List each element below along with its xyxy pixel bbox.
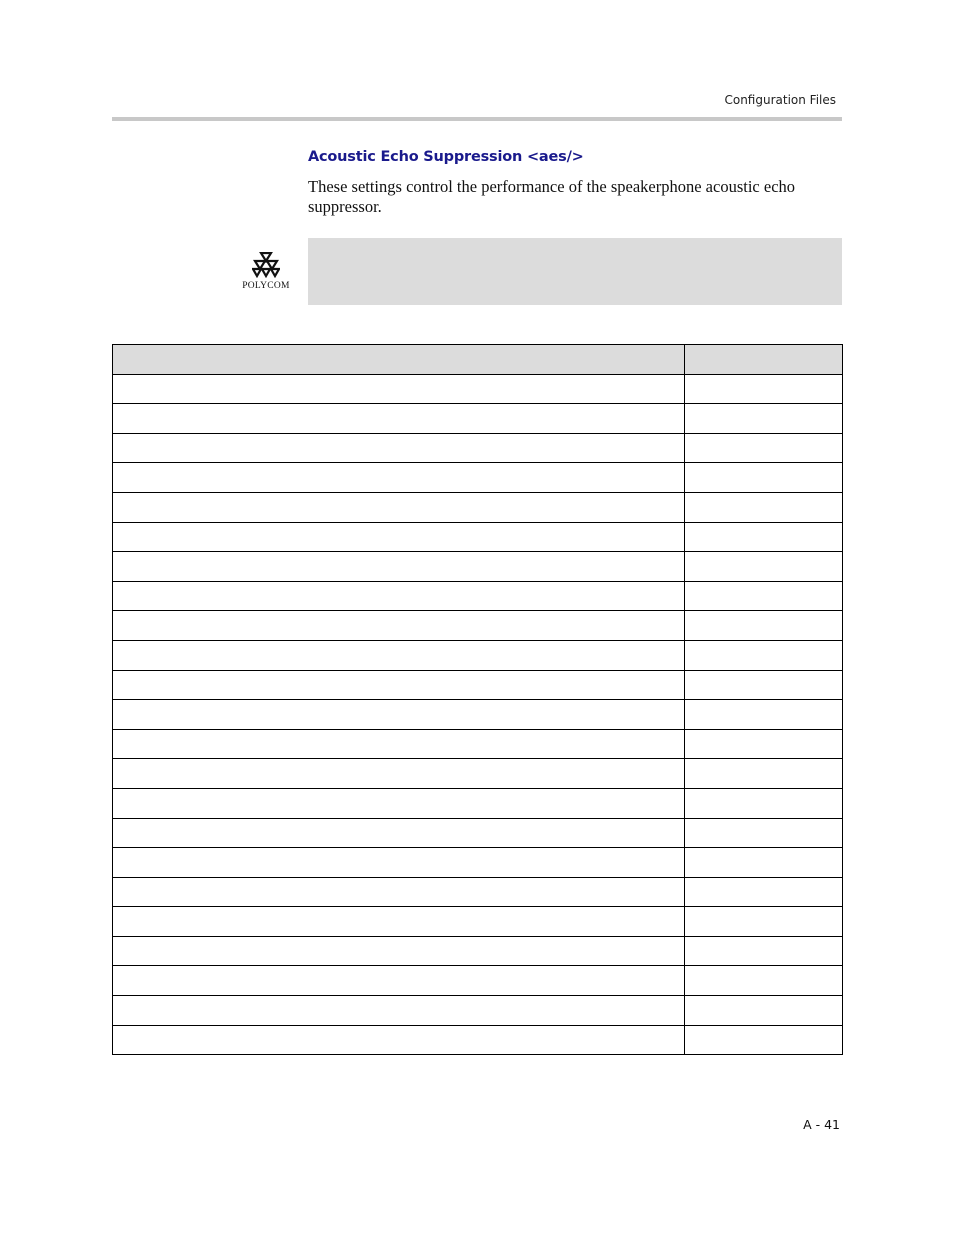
table-cell-attribute xyxy=(113,759,685,789)
table-header-cell-default xyxy=(685,345,843,375)
table-cell-attribute xyxy=(113,936,685,966)
table-cell-default xyxy=(685,1025,843,1055)
table-cell-attribute xyxy=(113,907,685,937)
table-cell-attribute xyxy=(113,463,685,493)
polycom-logo xyxy=(232,252,300,294)
table-row xyxy=(113,700,843,730)
table-row xyxy=(113,433,843,463)
table-row xyxy=(113,552,843,582)
table-cell-attribute xyxy=(113,374,685,404)
table-cell-default xyxy=(685,759,843,789)
logo-wordmark: POLYCOM xyxy=(242,281,290,291)
table-cell-default xyxy=(685,552,843,582)
table-row xyxy=(113,522,843,552)
table-cell-attribute xyxy=(113,877,685,907)
table-cell-default xyxy=(685,996,843,1026)
table-cell-attribute xyxy=(113,848,685,878)
table-cell-attribute xyxy=(113,522,685,552)
table-cell-default xyxy=(685,640,843,670)
table-row xyxy=(113,818,843,848)
table-cell-attribute xyxy=(113,404,685,434)
table-cell-default xyxy=(685,463,843,493)
table-cell-default xyxy=(685,936,843,966)
table-cell-default xyxy=(685,670,843,700)
table-cell-attribute xyxy=(113,966,685,996)
table-row xyxy=(113,640,843,670)
table-row xyxy=(113,1025,843,1055)
table-row xyxy=(113,492,843,522)
table-row xyxy=(113,729,843,759)
table-cell-attribute xyxy=(113,670,685,700)
running-header: Configuration Files xyxy=(724,93,836,107)
table-cell-default xyxy=(685,818,843,848)
table-cell-attribute xyxy=(113,640,685,670)
table-cell-attribute xyxy=(113,1025,685,1055)
table-cell-default xyxy=(685,522,843,552)
table-cell-default xyxy=(685,848,843,878)
page-number: A - 41 xyxy=(803,1117,840,1132)
table-body xyxy=(113,374,843,1055)
intro-paragraph: These settings control the performance of the speakerphone acoustic echo suppressor. xyxy=(308,177,796,216)
table-cell-default xyxy=(685,788,843,818)
note-box xyxy=(308,238,842,305)
table-cell-attribute xyxy=(113,700,685,730)
table-cell-default xyxy=(685,404,843,434)
header-rule xyxy=(112,117,842,121)
table-cell-attribute xyxy=(113,996,685,1026)
table-cell-default xyxy=(685,700,843,730)
table-row xyxy=(113,374,843,404)
table-row xyxy=(113,581,843,611)
table-row xyxy=(113,966,843,996)
settings-table xyxy=(112,344,843,1055)
table-row xyxy=(113,788,843,818)
table-cell-default xyxy=(685,492,843,522)
table-cell-default xyxy=(685,907,843,937)
table-cell-attribute xyxy=(113,729,685,759)
table-row xyxy=(113,670,843,700)
table-cell-default xyxy=(685,611,843,641)
polycom-logo-icon xyxy=(252,252,280,278)
table-row xyxy=(113,996,843,1026)
table-cell-attribute xyxy=(113,788,685,818)
table-cell-attribute xyxy=(113,611,685,641)
table-cell-default xyxy=(685,729,843,759)
table-header-cell-attribute xyxy=(113,345,685,375)
table-row xyxy=(113,759,843,789)
table-cell-default xyxy=(685,877,843,907)
table-cell-attribute xyxy=(113,581,685,611)
table-cell-default xyxy=(685,581,843,611)
table-cell-attribute xyxy=(113,492,685,522)
table-cell-default xyxy=(685,433,843,463)
table-cell-attribute xyxy=(113,818,685,848)
table-row xyxy=(113,611,843,641)
table-cell-default xyxy=(685,966,843,996)
table-row xyxy=(113,848,843,878)
section-heading: Acoustic Echo Suppression <aes/> xyxy=(308,149,584,165)
table-row xyxy=(113,907,843,937)
table-row xyxy=(113,936,843,966)
table-cell-attribute xyxy=(113,433,685,463)
table-cell-default xyxy=(685,374,843,404)
table-row xyxy=(113,463,843,493)
table-cell-attribute xyxy=(113,552,685,582)
table-header-row xyxy=(113,345,843,375)
table-row xyxy=(113,877,843,907)
table-row xyxy=(113,404,843,434)
